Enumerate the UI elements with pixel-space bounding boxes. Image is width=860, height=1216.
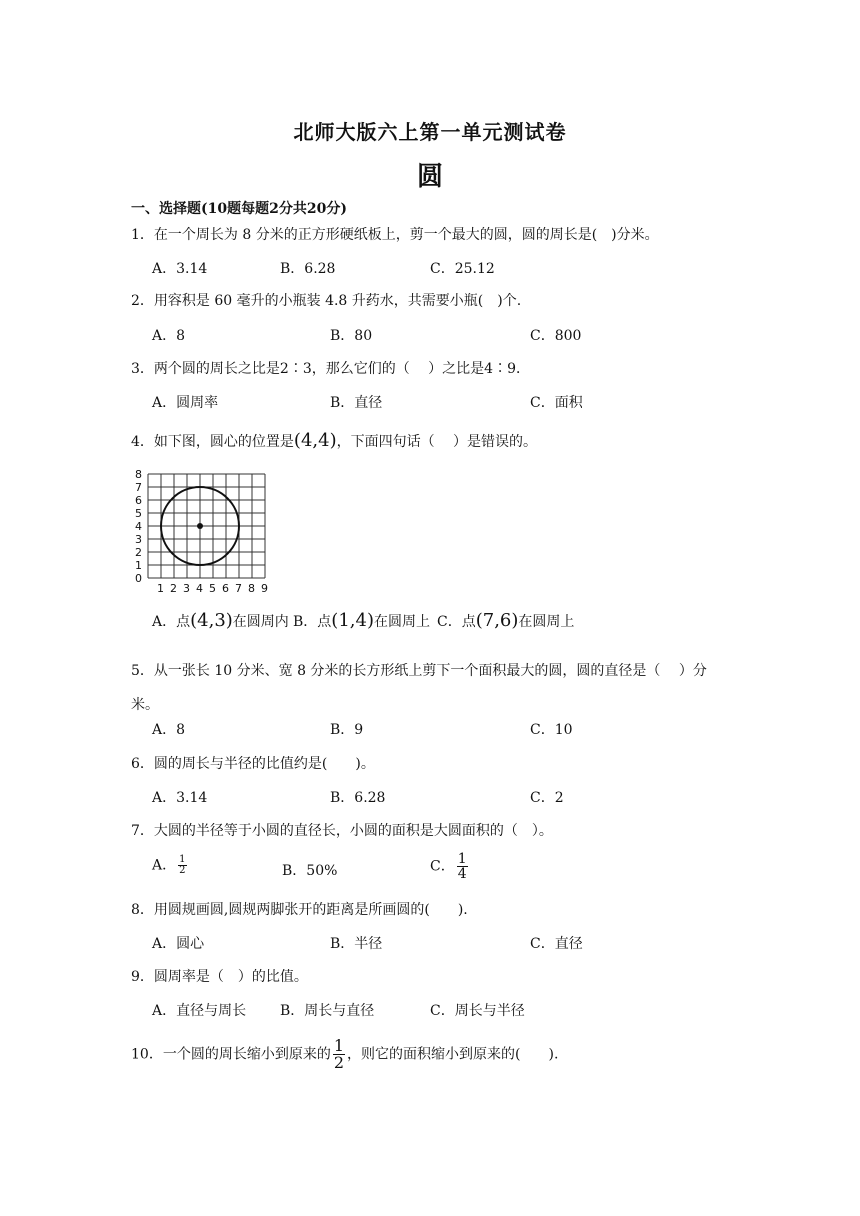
q7-option-c-den: 4	[457, 866, 467, 882]
q7-option-c-fraction	[457, 852, 468, 881]
q8-option-a[interactable]: A．圆心	[152, 936, 205, 952]
q9-option-c[interactable]: C．周长与半径	[430, 1003, 525, 1019]
coordinate-grid	[131, 466, 277, 598]
q7-option-a-pre: A．	[152, 857, 177, 874]
q8-option-b[interactable]: B．半径	[330, 936, 383, 952]
q8-option-c[interactable]: C．直径	[530, 936, 583, 952]
q4-option-c-post: 在圆周上	[518, 614, 575, 630]
document-subtitle: 圆	[416, 162, 443, 192]
q7-option-a-den: 2	[179, 865, 186, 876]
document-title: 北师大版六上第一单元测试卷	[293, 120, 567, 144]
x-tick-label: 5	[209, 582, 216, 595]
q6-option-c[interactable]: C．2	[530, 790, 564, 806]
q9-option-b[interactable]: B．周长与直径	[280, 1003, 375, 1019]
question-9: 9．圆周率是（ ）的比值。	[131, 969, 308, 985]
x-tick-label: 2	[170, 582, 177, 595]
x-tick-label: 9	[261, 582, 268, 595]
q4-option-a-pre: A．点	[152, 614, 191, 630]
q4-option-a[interactable]	[152, 612, 289, 631]
q3-option-b[interactable]: B．直径	[330, 395, 383, 411]
q4-option-b-pre: B．点	[293, 614, 332, 630]
q1-option-a[interactable]: A．3.14	[152, 261, 208, 277]
q5-option-b[interactable]: B．9	[330, 722, 364, 738]
q10-text-a: 10．一个圆的周长缩小到原来的	[131, 1046, 331, 1063]
q7-option-b-text: B．50%	[282, 863, 338, 879]
q4-text-b: ，下面四句话（ ）是错误的。	[336, 434, 538, 450]
q4-center-point: (4,4)	[293, 430, 337, 451]
q2-option-a[interactable]: A．8	[152, 328, 186, 344]
q7-option-a-num: 1	[179, 854, 186, 865]
y-tick-label: 1	[135, 559, 142, 572]
y-tick-label: 3	[135, 533, 142, 546]
q4-option-b-post: 在圆周上	[373, 614, 430, 630]
q7-option-c[interactable]	[430, 852, 470, 881]
question-2: 2．用容积是 60 毫升的小瓶装 4.8 升药水，共需要小瓶( )个.	[131, 293, 522, 309]
y-tick-label: 5	[135, 507, 142, 520]
q5-option-a[interactable]: A．8	[152, 722, 186, 738]
y-tick-label: 0	[135, 572, 142, 585]
x-tick-label: 1	[157, 582, 164, 595]
q4-option-c-pre: C．点	[437, 614, 476, 630]
q4-text-a: 4．如下图，圆心的位置是	[131, 434, 294, 450]
question-4	[131, 432, 537, 451]
question-5: 5．从一张长 10 分米、宽 8 分米的长方形纸上剪下一个面积最大的圆，圆的直径是（ ）分米。	[131, 663, 707, 713]
q6-option-b[interactable]: B．6.28	[330, 790, 386, 806]
x-tick-label: 8	[248, 582, 255, 595]
question-7: 7．大圆的半径等于小圆的直径长，小圆的面积是大圆面积的（ ）。	[131, 823, 553, 839]
section-heading: 一、选择题(10题每题2分共20分)	[131, 201, 347, 217]
q7-option-a[interactable]	[152, 855, 189, 876]
q7-option-c-pre: C．	[430, 858, 455, 875]
q7-option-a-fraction	[178, 855, 186, 876]
circle-center-dot	[197, 523, 203, 529]
q9-option-a[interactable]: A．直径与周长	[152, 1003, 247, 1019]
q4-option-b-point: (1,4)	[331, 610, 374, 631]
q1-option-c[interactable]: C．25.12	[430, 261, 495, 277]
q4-option-c[interactable]	[437, 612, 574, 631]
q6-option-a[interactable]: A．3.14	[152, 790, 208, 806]
y-tick-label: 7	[135, 481, 142, 494]
q3-option-c[interactable]: C．面积	[530, 395, 583, 411]
q4-option-a-post: 在圆周内	[232, 614, 289, 630]
y-tick-label: 8	[135, 468, 142, 481]
question-1: 1．在一个周长为 8 分米的正方形硬纸板上，剪一个最大的圆，圆的周长是( )分米。	[131, 227, 659, 243]
q7-option-c-num: 1	[457, 851, 467, 867]
q2-option-b[interactable]: B．80	[330, 328, 373, 344]
q7-option-b[interactable]	[282, 862, 337, 880]
q10-num: 1	[333, 1036, 345, 1055]
q1-option-b[interactable]: B．6.28	[280, 261, 336, 277]
x-tick-label: 3	[183, 582, 190, 595]
x-tick-label: 4	[196, 582, 203, 595]
q3-option-a[interactable]: A．圆周率	[152, 395, 219, 411]
q10-den: 2	[333, 1053, 345, 1072]
question-3: 3．两个圆的周长之比是2∶3，那么它们的（ ）之比是4∶9．	[131, 361, 530, 377]
question-8: 8．用圆规画圆,圆规两脚张开的距离是所画圆的( ).	[131, 902, 468, 918]
y-tick-label: 6	[135, 494, 142, 507]
q2-option-c[interactable]: C．800	[530, 328, 582, 344]
y-tick-label: 4	[135, 520, 142, 533]
q4-option-b[interactable]	[293, 612, 430, 631]
y-tick-label: 2	[135, 546, 142, 559]
q4-option-a-point: (4,3)	[190, 610, 233, 631]
x-tick-label: 7	[235, 582, 242, 595]
q4-option-c-point: (7,6)	[475, 610, 519, 631]
q10-text-b: ，则它的面积缩小到原来的( ).	[347, 1046, 559, 1063]
x-tick-label: 6	[222, 582, 229, 595]
q10-fraction	[333, 1038, 345, 1071]
question-6: 6．圆的周长与半径的比值约是( )。	[131, 756, 375, 772]
question-10	[131, 1038, 558, 1071]
q5-option-c[interactable]: C．10	[530, 722, 573, 738]
